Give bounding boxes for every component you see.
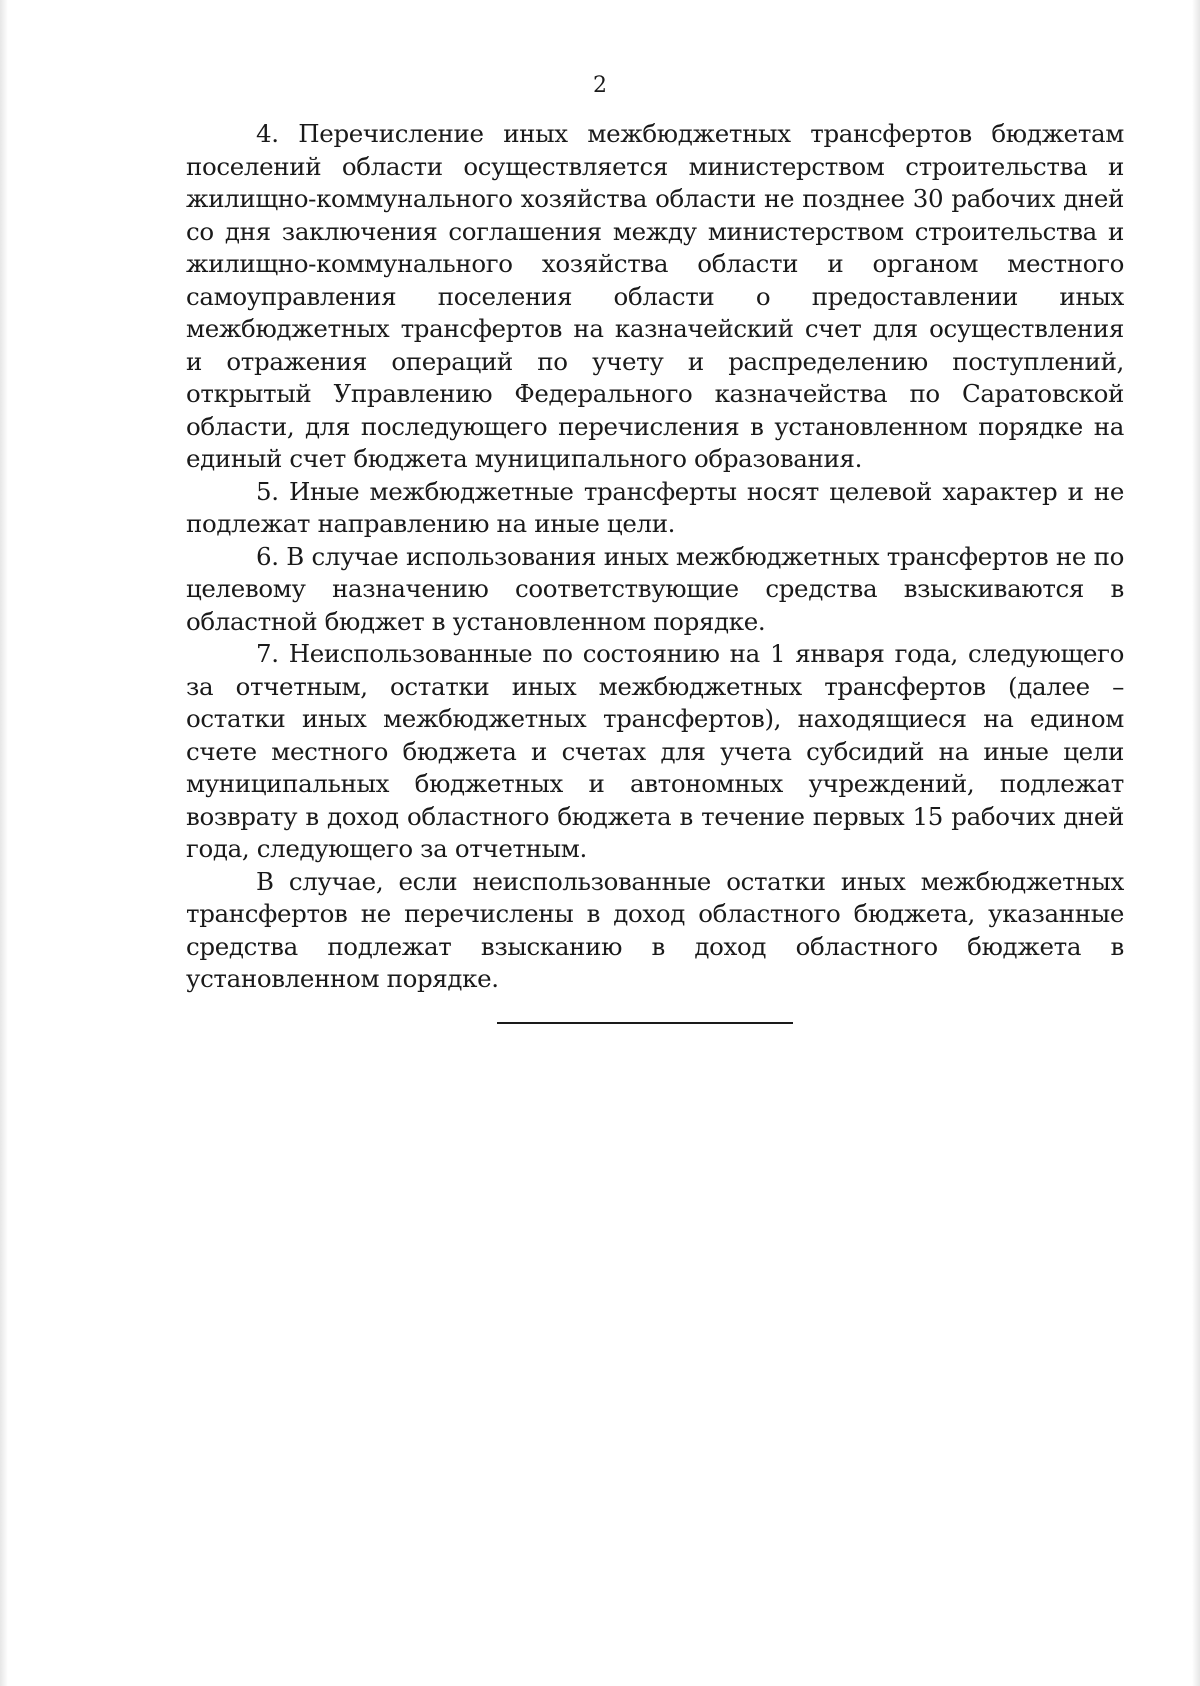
paragraph-7-continuation-recovery: В случае, если неиспользованные остатки иных межбюджетных трансфертов не перечислены в доход областного бюджета, указанные средства подлежат взысканию в доход областного бюджета в установленном порядке. bbox=[186, 866, 1124, 993]
paragraph-5-targeted-purpose: 5. Иные межбюджетные трансферты носят целевой характер и не подлежат направлению на иные цели. bbox=[186, 476, 1124, 538]
paragraph-6-misuse-recovery: 6. В случае использования иных межбюджетных трансфертов не по целевому назначению соответствующие средства взыскиваются в областной бюджет в установленном порядке. bbox=[186, 541, 1124, 636]
paragraph-7-unused-balances-return: 7. Неиспользованные по состоянию на 1 января года, следующего за отчетным, остатки иных межбюджетных трансфертов (далее – остатки иных межбюджетных трансфертов), находящиеся на едином счете местного бюджета и счетах для учета субсидий на иные цели муниципальных бюджетных и автономных учреждений, подлежат возврату в доход областного бюджета в течение первых 15 рабочих дней года, следующего за отчетным. bbox=[186, 639, 1124, 863]
scan-edge-right bbox=[1192, 0, 1200, 1686]
paragraph-4-transfer-procedure: 4. Перечисление иных межбюджетных трансфертов бюджетам поселений области осуществляется министерством строительства и жилищно-коммунального хозяйства области не позднее 30 рабочих дней со дня заключения соглашения между министерством строительства и жилищно-коммунального хозяйства области и органом местного самоуправления поселения области о предоставлении иных межбюджетных трансфертов на казначейский счет для осуществления и отражения операций по учету и распределению поступлений, открытый Управлению Федерального казначейства по Саратовской области, для последующего перечисления в установленном порядке на единый счет бюджета муниципального образования. bbox=[186, 119, 1124, 473]
page-number: 2 bbox=[593, 73, 607, 98]
end-of-text-separator-line bbox=[497, 1022, 793, 1024]
document-body bbox=[186, 118, 1124, 996]
scan-edge-left bbox=[0, 0, 8, 1686]
